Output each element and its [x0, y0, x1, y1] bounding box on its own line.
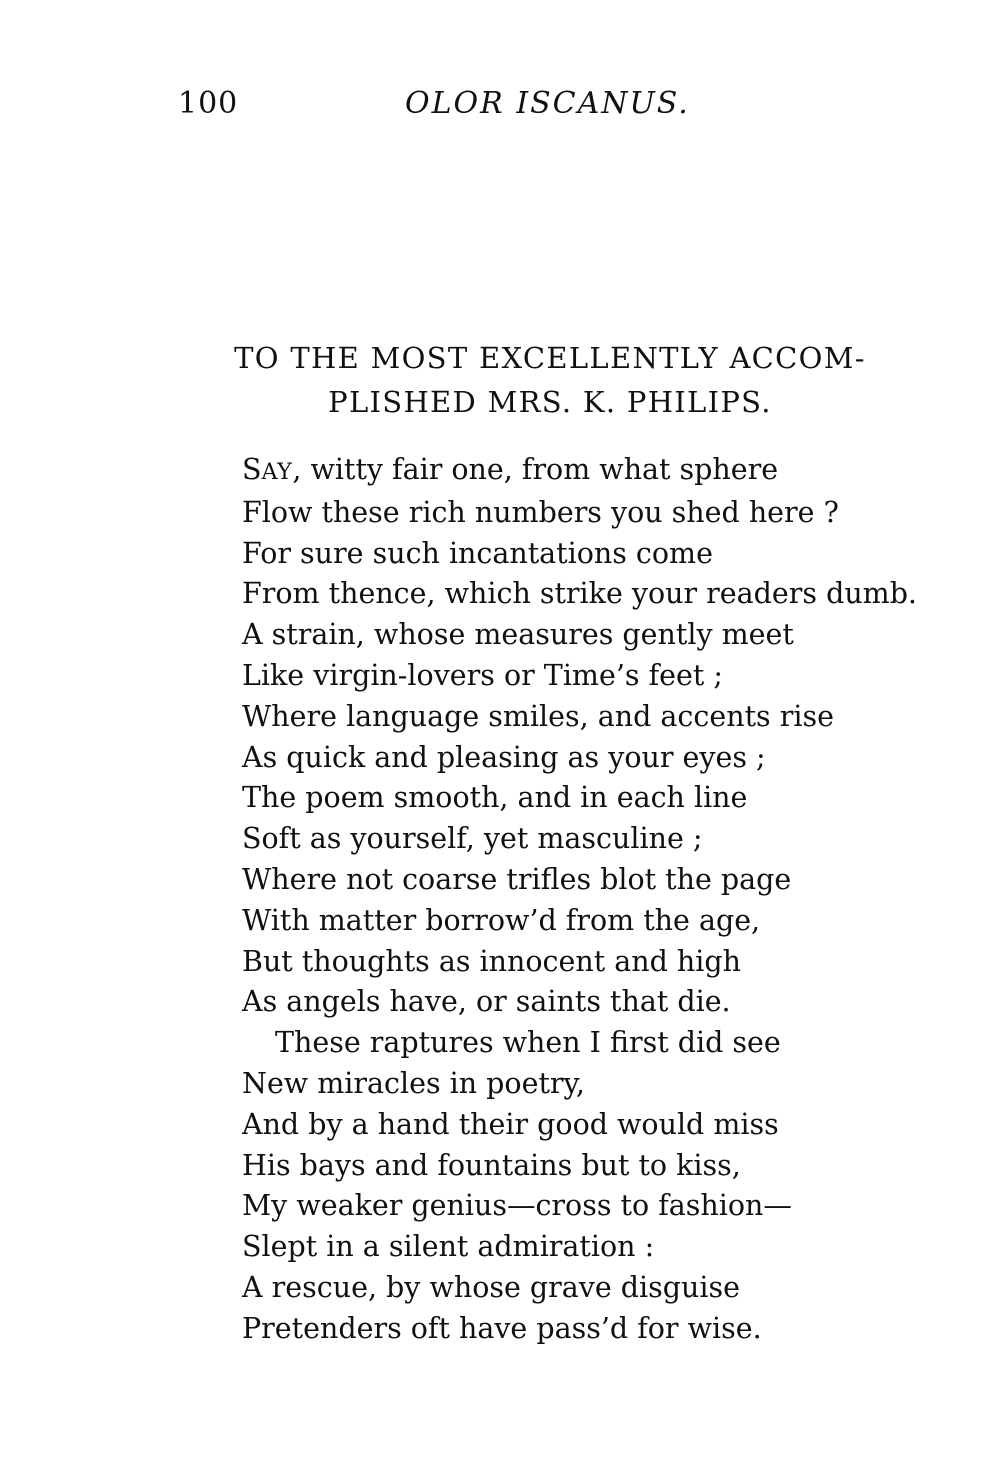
initial-letter: S — [242, 453, 262, 486]
small-caps-word: AY — [261, 459, 293, 485]
verse-line: Like virgin-lovers or Time’s feet ; — [242, 658, 723, 692]
verse-line: For sure such incantations come — [242, 536, 713, 570]
poem-title-line: PLISHED MRS. K. PHILIPS. — [328, 385, 772, 419]
page-number: 100 — [178, 86, 239, 121]
first-line-text: , witty fair one, from what sphere — [292, 453, 779, 486]
verse-line: As quick and pleasing as your eyes ; — [242, 740, 766, 774]
verse-line: As angels have, or saints that die. — [242, 985, 731, 1019]
verse-line: Flow these rich numbers you shed here ? — [242, 495, 839, 529]
verse-line: Pretenders oft have pass’d for wise. — [242, 1311, 762, 1345]
verse-line: A rescue, by whose grave disguise — [242, 1270, 740, 1304]
verse-line: But thoughts as innocent and high — [242, 944, 741, 978]
verse-line: Where not coarse trifles blot the page — [242, 862, 792, 896]
verse-line: Where language smiles, and accents rise — [242, 699, 834, 733]
verse-line: My weaker genius—cross to fashion— — [242, 1189, 792, 1223]
verse-line: A strain, whose measures gently meet — [242, 618, 794, 652]
verse-line: His bays and fountains but to kiss, — [242, 1148, 741, 1182]
verse-line: New miracles in poetry, — [242, 1066, 585, 1100]
verse-line: Soft as yourself, yet masculine ; — [242, 822, 703, 856]
verse-line: Slept in a silent admiration : — [242, 1230, 655, 1264]
verse-line: With matter borrow’d from the age, — [242, 903, 761, 937]
verse-line: And by a hand their good would miss — [242, 1107, 779, 1141]
verse-line-indented: These raptures when I first did see — [275, 1026, 781, 1060]
poem-body — [242, 450, 962, 1350]
verse-line — [242, 450, 962, 493]
poem-title — [180, 336, 920, 424]
poem-title-line: TO THE MOST EXCELLENTLY ACCOM- — [234, 341, 866, 375]
verse-line: From thence, which strike your readers dumb. — [242, 577, 917, 611]
verse-line: The poem smooth, and in each line — [242, 781, 748, 815]
running-title: OLOR ISCANUS. — [405, 86, 690, 121]
